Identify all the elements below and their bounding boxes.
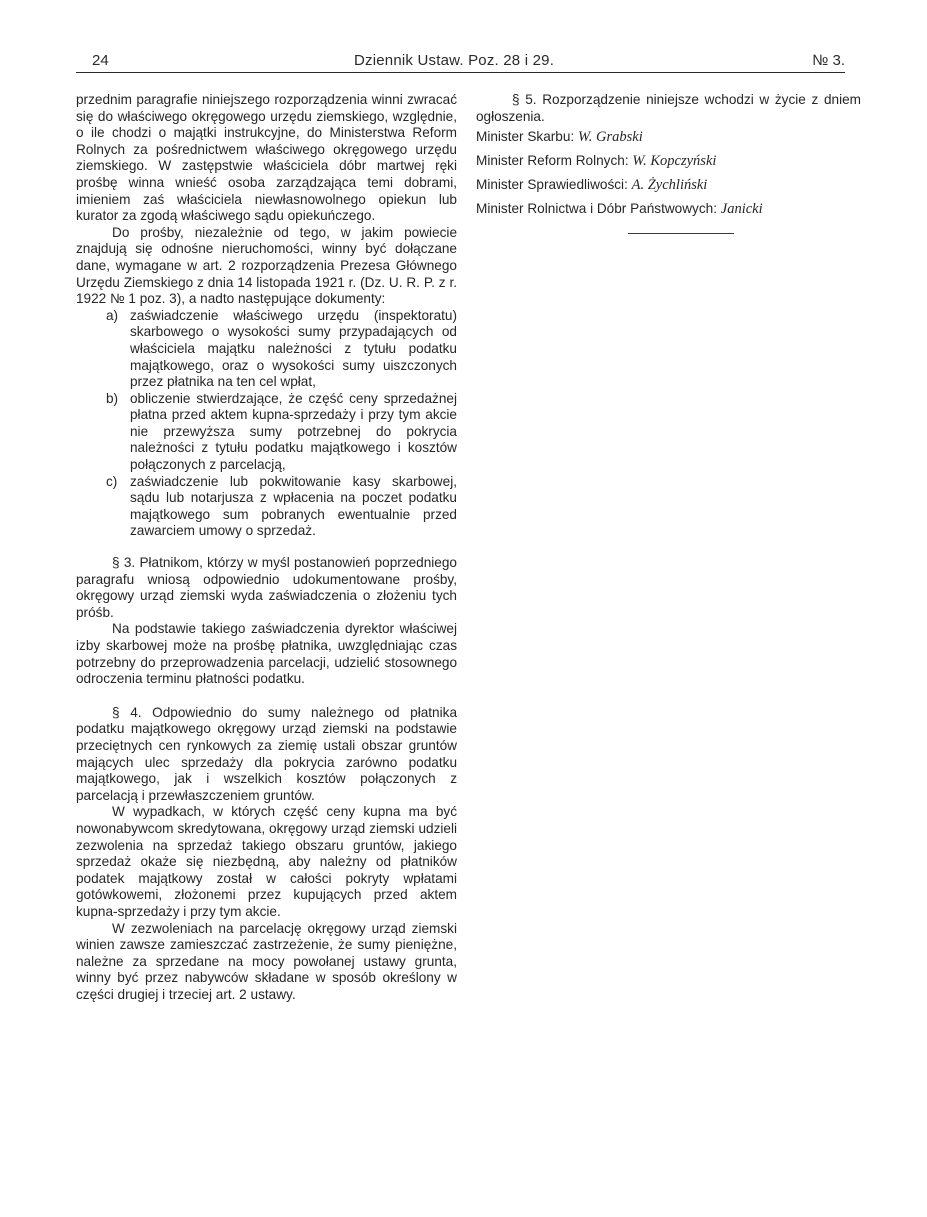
- list-label: c): [106, 473, 118, 489]
- section-4-paragraph: § 4. Odpowiednio do sumy należnego od płatnika podatku majątkowego okręgowy urząd ziemski na podstawie przeciętnych cen rynkowych za ziemię ustali obszar gruntów mających ulec sprzedaży dla pokrycia zarówno podatku majątkowego, jak i wszelkich kosztów połączonych z parcelacją i przewłaszczeniem gruntów.: [76, 704, 457, 803]
- signature-name: Janicki: [720, 201, 763, 218]
- issue-number: № 3.: [812, 52, 845, 69]
- list-text: zaświadczenie właściwego urzędu (inspektoratu) skarbowego o wysokości sumy przypadających od właściciela majątku należności z tytułu podatku majątkowego, oraz o wysokości sumy uiszczonych przez płatnika na ten cel wpłat,: [130, 307, 457, 390]
- list-label: b): [106, 390, 119, 406]
- signatures: [476, 125, 861, 221]
- signature-rule: [628, 233, 734, 234]
- signature-role: Minister Sprawiedliwości:: [476, 177, 628, 193]
- journal-title: Dziennik Ustaw. Poz. 28 i 29.: [354, 52, 555, 69]
- section-4-paragraph-3: W zezwoleniach na parcelację okręgowy urząd ziemski winien zawsze zamieszczać zastrzeżenie, że sumy pieniężne, należne za sprzedane na mocy powołanej ustawy grunta, winny być przez nabywców składane w sposób określony w części drugiej i trzeciej art. 2 ustawy.: [76, 920, 457, 1002]
- signature-line: [476, 197, 861, 221]
- signature-role: Minister Skarbu:: [476, 129, 575, 145]
- list-text: zaświadczenie lub pokwitowanie kasy skarbowej, sądu lub notarjusza z wpłacenia na poczet podatku majątkowego sum pobranych ewentualnie przed zawarciem umowy o sprzedaż.: [130, 473, 457, 539]
- paragraph-documents-intro: Do prośby, niezależnie od tego, w jakim powiecie znajdują się odnośne nieruchomości, winny być dołączane dane, wymagane w art. 2 rozporządzenia Prezesa Głównego Urzędu Ziemskiego z dnia 14 listopada 1921 r. (Dz. U. R. P. z r. 1922 № 1 poz. 3), a nadto następujące dokumenty:: [76, 224, 457, 307]
- header-rule: [76, 72, 845, 73]
- right-column: [476, 92, 861, 221]
- signature-line: [476, 173, 861, 197]
- paragraph-continuation: przednim paragrafie niniejszego rozporządzenia winni zwracać się do właściwego okręgowego urzędu ziemskiego, względnie, o ile chodzi o majątki instrukcyjne, do Ministerstwa Reform Rolnych za pośrednictwem właściwego okręgowego urzędu ziemskiego. W zastępstwie właściciela dóbr martwej ręki prośbę winna wnieść osoba zarządzająca temi dobrami, imieniem zaś właściciela niewłasnowolnego opiekun lub kurator za zgodą właściwego sądu opiekuńczego.: [76, 92, 457, 224]
- page-header: [76, 52, 845, 72]
- list-item-b: [76, 391, 457, 474]
- signature-name: W. Kopczyński: [632, 153, 717, 170]
- section-3-paragraph: § 3. Płatnikom, którzy w myśl postanowień poprzedniego paragrafu wniosą odpowiednio udokumentowane prośby, okręgowy urząd ziemski wyda zaświadczenia o złożeniu tych próśb.: [76, 555, 457, 620]
- signature-line: [476, 149, 861, 173]
- left-column: [76, 92, 457, 1003]
- list-label: a): [106, 307, 119, 323]
- signature-role: Minister Reform Rolnych:: [476, 153, 629, 169]
- section-3-paragraph-2: Na podstawie takiego zaświadczenia dyrektor właściwej izby skarbowej może na prośbę płatnika, uwzględniając czas potrzebny do przeprowadzenia parcelacji, udzielić stosownego odroczenia terminu płatności podatku.: [76, 621, 457, 687]
- signature-role: Minister Rolnictwa i Dóbr Państwowych:: [476, 201, 717, 217]
- list-item-c: [76, 474, 457, 540]
- page-number: 24: [92, 52, 109, 69]
- list-item-a: [76, 308, 457, 391]
- signature-line: [476, 125, 861, 149]
- signature-name: A. Żychliński: [631, 177, 708, 194]
- section-5-paragraph: § 5. Rozporządzenie niniejsze wchodzi w życie z dniem ogłoszenia.: [476, 92, 861, 124]
- section-4-paragraph-2: W wypadkach, w których część ceny kupna ma być nowonabywcom skredytowana, okręgowy urząd ziemski udzieli zezwolenia na sprzedaż takiego obszaru gruntów, jakiego sprzedaż okaże się niezbędną, aby należny od płatników podatek majątkowy został w całości pokryty wpłatami gotówkowemi, złożonemi przez kupujących przed aktem kupna-sprzedaży i przy tym akcie.: [76, 804, 457, 919]
- signature-name: W. Grabski: [578, 129, 643, 146]
- list-text: obliczenie stwierdzające, że część ceny sprzedażnej płatna przed aktem kupna-sprzedaży i przy tym akcie nie przewyższa sumy potrzebnej do pokrycia należności z tytułu podatku majątkowego i kosztów połączonych z parcelacją,: [130, 390, 457, 473]
